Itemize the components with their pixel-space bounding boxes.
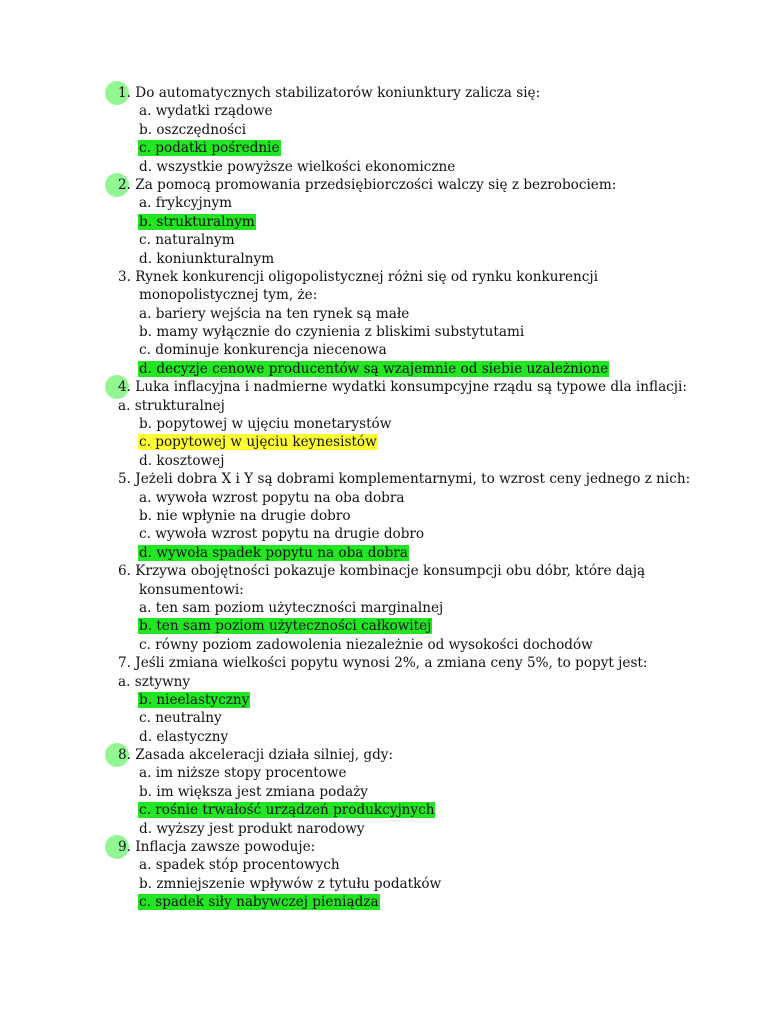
question-label: 7. Jeśli zmiana wielkości popytu wynosi 2%, a zmiana ceny 5%, to popyt jest: xyxy=(118,655,648,672)
answer-text: b. popytowej w ujęciu monetarystów xyxy=(139,416,392,433)
answer-text: c. dominuje konkurencja niecenowa xyxy=(139,342,387,359)
answer-option xyxy=(0,323,768,341)
answer-option xyxy=(0,121,768,139)
question-label: 1. Do automatycznych stabilizatorów koniunktury zalicza się: xyxy=(118,85,541,101)
answer-highlighted-text: b. nieelastyczny xyxy=(139,691,250,708)
answer-option xyxy=(0,102,768,120)
answer-option xyxy=(0,415,768,433)
question-label: 3. Rynek konkurencji oligopolistycznej różni się od rynku konkurencji xyxy=(118,268,598,285)
answer-text: a. bariery wejścia na ten rynek są małe xyxy=(139,305,410,322)
answer-text: d. wyższy jest produkt narodowy xyxy=(139,820,365,837)
question-label: 8. Zasada akceleracji działa silniej, gdy: xyxy=(118,747,394,764)
answer-option xyxy=(0,875,768,893)
question-text xyxy=(0,654,768,672)
answer-highlighted-text: b. strukturalnym xyxy=(139,213,255,230)
question-text-continuation xyxy=(0,581,768,599)
answer-option xyxy=(0,489,768,507)
answer-option xyxy=(0,709,768,727)
answer-option xyxy=(0,213,768,231)
question-label: 2. Za pomocą promowania przedsiębiorczości walczy się z bezrobociem: xyxy=(118,176,617,193)
question-text xyxy=(0,176,768,194)
answer-option xyxy=(0,673,768,691)
answer-highlighted-text: b. ten sam poziom użyteczności całkowitej xyxy=(139,618,432,635)
answer-option xyxy=(0,231,768,249)
answer-option xyxy=(0,452,768,470)
answer-highlighted-text: d. decyzje cenowe producentów są wzajemnie od siebie uzależnione xyxy=(139,360,609,377)
answer-text: a. spadek stóp procentowych xyxy=(139,857,340,874)
answer-text: b. nie wpłynie na drugie dobro xyxy=(139,507,351,524)
answer-text: d. elastyczny xyxy=(139,728,229,745)
answer-option xyxy=(0,305,768,323)
answer-highlighted-text: d. wywoła spadek popytu na oba dobra xyxy=(139,544,408,561)
answer-option xyxy=(0,801,768,819)
question-label: 9. Inflacja zawsze powoduje: xyxy=(118,839,316,856)
answer-highlighted-text: c. rośnie trwałość urządzeń produkcyjnych xyxy=(139,802,435,819)
answer-option xyxy=(0,764,768,782)
answer-highlighted-text: c. podatki pośrednie xyxy=(139,140,280,157)
question-text-continuation xyxy=(0,286,768,304)
answer-text: a. strukturalnej xyxy=(118,397,225,414)
question-text xyxy=(0,838,768,856)
answer-text: d. koniunkturalnym xyxy=(139,250,275,267)
answer-option xyxy=(0,544,768,562)
question-label: 4. Luka inflacyjna i nadmierne wydatki konsumpcyjne rządu są typowe dla inflacji: xyxy=(118,379,687,396)
answer-highlighted-text: c. spadek siły nabywczej pieniądza xyxy=(139,894,379,911)
answer-option xyxy=(0,139,768,157)
answer-text: b. oszczędności xyxy=(139,121,247,138)
answer-text: d. wszystkie powyższe wielkości ekonomiczne xyxy=(139,158,456,175)
question-text xyxy=(0,746,768,764)
question-label: monopolistycznej tym, że: xyxy=(139,287,318,304)
answer-text: a. frykcyjnym xyxy=(139,195,233,212)
answer-text: a. sztywny xyxy=(118,673,191,690)
answer-text: b. mamy wyłącznie do czynienia z bliskimi substytutami xyxy=(139,324,525,341)
answer-option xyxy=(0,525,768,543)
answer-text: c. wywoła wzrost popytu na drugie dobro xyxy=(139,526,425,543)
question-text xyxy=(0,268,768,286)
answer-option xyxy=(0,856,768,874)
question-label: 6. Krzywa obojętności pokazuje kombinacje konsumpcji obu dóbr, które dają xyxy=(118,563,646,580)
question-text xyxy=(0,562,768,580)
answer-text: d. kosztowej xyxy=(139,452,225,469)
answer-option xyxy=(0,507,768,525)
answer-option xyxy=(0,617,768,635)
answer-option xyxy=(0,783,768,801)
answer-option xyxy=(0,194,768,212)
answer-text: c. równy poziom zadowolenia niezależnie od wysokości dochodów xyxy=(139,636,593,653)
answer-text: a. wydatki rządowe xyxy=(139,103,273,120)
answer-text: c. naturalnym xyxy=(139,232,235,249)
answer-text: c. neutralny xyxy=(139,710,222,727)
answer-text: a. ten sam poziom użyteczności marginalnej xyxy=(139,599,444,616)
answer-option xyxy=(0,893,768,911)
answer-option xyxy=(0,341,768,359)
question-list xyxy=(0,84,768,912)
answer-highlighted-text: c. popytowej w ujęciu keynesistów xyxy=(139,434,377,451)
answer-option xyxy=(0,397,768,415)
answer-option xyxy=(0,599,768,617)
answer-option xyxy=(0,636,768,654)
question-label: 5. Jeżeli dobra X i Y są dobrami komplementarnymi, to wzrost ceny jednego z nich: xyxy=(118,471,691,488)
question-label: konsumentowi: xyxy=(139,581,244,598)
answer-option xyxy=(0,250,768,268)
question-text xyxy=(0,378,768,396)
question-text xyxy=(0,84,768,102)
answer-option xyxy=(0,691,768,709)
answer-text: a. wywoła wzrost popytu na oba dobra xyxy=(139,489,405,506)
question-text xyxy=(0,470,768,488)
answer-text: a. im niższe stopy procentowe xyxy=(139,765,347,782)
answer-option xyxy=(0,433,768,451)
answer-text: b. im większa jest zmiana podaży xyxy=(139,783,368,800)
answer-text: b. zmniejszenie wpływów z tytułu podatków xyxy=(139,875,442,892)
